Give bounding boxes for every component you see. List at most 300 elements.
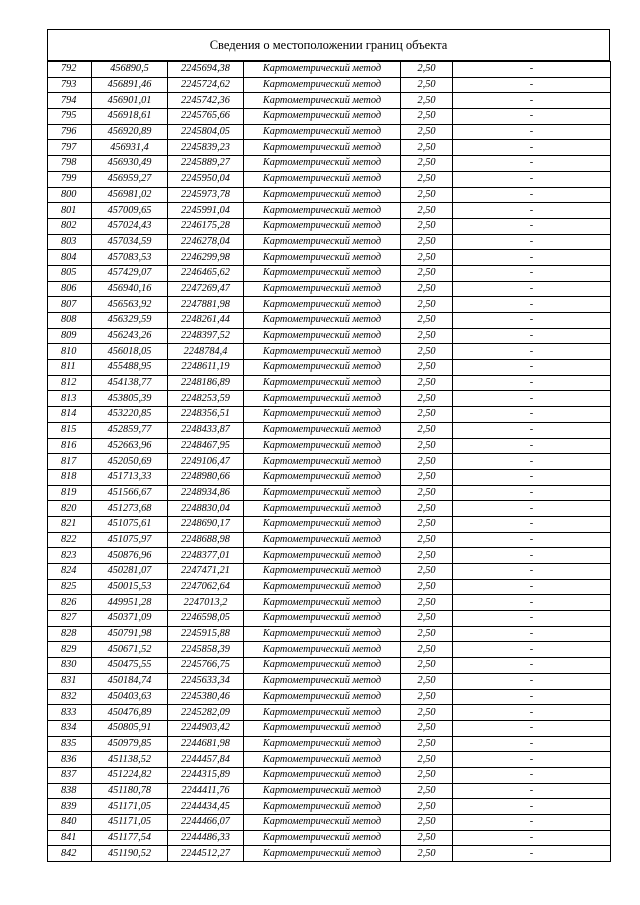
accuracy-cell: 2,50 [401, 281, 453, 297]
y-coordinate-cell: 2245766,75 [168, 658, 244, 674]
x-coordinate-cell: 452859,77 [92, 422, 168, 438]
accuracy-cell: 2,50 [401, 736, 453, 752]
point-number-cell: 809 [48, 328, 92, 344]
table-row [48, 187, 611, 203]
accuracy-cell: 2,50 [401, 109, 453, 125]
x-coordinate-cell: 457024,43 [92, 218, 168, 234]
description-cell: - [453, 642, 611, 658]
point-number-cell: 799 [48, 171, 92, 187]
point-number-cell: 835 [48, 736, 92, 752]
method-cell: Картометрический метод [244, 532, 401, 548]
page-title: Сведения о местоположении границ объекта [47, 29, 610, 61]
accuracy-cell: 2,50 [401, 626, 453, 642]
y-coordinate-cell: 2248934,86 [168, 485, 244, 501]
table-row [48, 93, 611, 109]
description-cell: - [453, 313, 611, 329]
y-coordinate-cell: 2244512,27 [168, 846, 244, 862]
y-coordinate-cell: 2244315,89 [168, 767, 244, 783]
point-number-cell: 830 [48, 658, 92, 674]
accuracy-cell: 2,50 [401, 438, 453, 454]
accuracy-cell: 2,50 [401, 799, 453, 815]
point-number-cell: 826 [48, 595, 92, 611]
x-coordinate-cell: 449951,28 [92, 595, 168, 611]
description-cell: - [453, 218, 611, 234]
method-cell: Картометрический метод [244, 611, 401, 627]
method-cell: Картометрический метод [244, 469, 401, 485]
x-coordinate-cell: 451224,82 [92, 767, 168, 783]
description-cell: - [453, 815, 611, 831]
accuracy-cell: 2,50 [401, 62, 453, 78]
point-number-cell: 828 [48, 626, 92, 642]
method-cell: Картометрический метод [244, 736, 401, 752]
accuracy-cell: 2,50 [401, 360, 453, 376]
x-coordinate-cell: 450791,98 [92, 626, 168, 642]
x-coordinate-cell: 451190,52 [92, 846, 168, 862]
point-number-cell: 841 [48, 830, 92, 846]
point-number-cell: 814 [48, 407, 92, 423]
description-cell: - [453, 234, 611, 250]
table-row [48, 548, 611, 564]
description-cell: - [453, 485, 611, 501]
table-row [48, 218, 611, 234]
table-row [48, 720, 611, 736]
method-cell: Картометрический метод [244, 344, 401, 360]
y-coordinate-cell: 2249106,47 [168, 454, 244, 470]
description-cell: - [453, 203, 611, 219]
accuracy-cell: 2,50 [401, 720, 453, 736]
y-coordinate-cell: 2248377,01 [168, 548, 244, 564]
table-row [48, 705, 611, 721]
point-number-cell: 801 [48, 203, 92, 219]
method-cell: Картометрический метод [244, 673, 401, 689]
y-coordinate-cell: 2245915,88 [168, 626, 244, 642]
x-coordinate-cell: 456901,01 [92, 93, 168, 109]
point-number-cell: 816 [48, 438, 92, 454]
table-row [48, 250, 611, 266]
x-coordinate-cell: 451171,05 [92, 815, 168, 831]
x-coordinate-cell: 450403,63 [92, 689, 168, 705]
table-row [48, 454, 611, 470]
method-cell: Картометрический метод [244, 93, 401, 109]
point-number-cell: 795 [48, 109, 92, 125]
accuracy-cell: 2,50 [401, 767, 453, 783]
table-row [48, 360, 611, 376]
table-row [48, 375, 611, 391]
x-coordinate-cell: 456920,89 [92, 124, 168, 140]
table-row [48, 407, 611, 423]
description-cell: - [453, 187, 611, 203]
accuracy-cell: 2,50 [401, 313, 453, 329]
method-cell: Картометрический метод [244, 720, 401, 736]
method-cell: Картометрический метод [244, 658, 401, 674]
table-row [48, 344, 611, 360]
table-row [48, 281, 611, 297]
point-number-cell: 823 [48, 548, 92, 564]
x-coordinate-cell: 450371,09 [92, 611, 168, 627]
description-cell: - [453, 407, 611, 423]
accuracy-cell: 2,50 [401, 579, 453, 595]
y-coordinate-cell: 2244903,42 [168, 720, 244, 736]
point-number-cell: 810 [48, 344, 92, 360]
accuracy-cell: 2,50 [401, 469, 453, 485]
accuracy-cell: 2,50 [401, 171, 453, 187]
table-row [48, 658, 611, 674]
x-coordinate-cell: 456959,27 [92, 171, 168, 187]
x-coordinate-cell: 457083,53 [92, 250, 168, 266]
x-coordinate-cell: 451177,54 [92, 830, 168, 846]
table-row [48, 642, 611, 658]
table-row [48, 579, 611, 595]
x-coordinate-cell: 451713,33 [92, 469, 168, 485]
accuracy-cell: 2,50 [401, 391, 453, 407]
description-cell: - [453, 454, 611, 470]
y-coordinate-cell: 2245973,78 [168, 187, 244, 203]
point-number-cell: 806 [48, 281, 92, 297]
y-coordinate-cell: 2245950,04 [168, 171, 244, 187]
y-coordinate-cell: 2245694,38 [168, 62, 244, 78]
x-coordinate-cell: 456329,59 [92, 313, 168, 329]
method-cell: Картометрический метод [244, 579, 401, 595]
y-coordinate-cell: 2248830,04 [168, 501, 244, 517]
x-coordinate-cell: 451180,78 [92, 783, 168, 799]
method-cell: Картометрический метод [244, 234, 401, 250]
y-coordinate-cell: 2245742,36 [168, 93, 244, 109]
y-coordinate-cell: 2245858,39 [168, 642, 244, 658]
method-cell: Картометрический метод [244, 77, 401, 93]
method-cell: Картометрический метод [244, 218, 401, 234]
description-cell: - [453, 171, 611, 187]
point-number-cell: 804 [48, 250, 92, 266]
point-number-cell: 834 [48, 720, 92, 736]
point-number-cell: 837 [48, 767, 92, 783]
point-number-cell: 802 [48, 218, 92, 234]
method-cell: Картометрический метод [244, 328, 401, 344]
x-coordinate-cell: 456918,61 [92, 109, 168, 125]
point-number-cell: 836 [48, 752, 92, 768]
point-number-cell: 824 [48, 564, 92, 580]
description-cell: - [453, 281, 611, 297]
description-cell: - [453, 265, 611, 281]
y-coordinate-cell: 2244466,07 [168, 815, 244, 831]
description-cell: - [453, 673, 611, 689]
method-cell: Картометрический метод [244, 501, 401, 517]
description-cell: - [453, 752, 611, 768]
method-cell: Картометрический метод [244, 438, 401, 454]
x-coordinate-cell: 451075,97 [92, 532, 168, 548]
method-cell: Картометрический метод [244, 830, 401, 846]
table-row [48, 328, 611, 344]
accuracy-cell: 2,50 [401, 846, 453, 862]
method-cell: Картометрический метод [244, 783, 401, 799]
y-coordinate-cell: 2248397,52 [168, 328, 244, 344]
accuracy-cell: 2,50 [401, 328, 453, 344]
description-cell: - [453, 250, 611, 266]
description-cell: - [453, 626, 611, 642]
accuracy-cell: 2,50 [401, 658, 453, 674]
y-coordinate-cell: 2246299,98 [168, 250, 244, 266]
accuracy-cell: 2,50 [401, 156, 453, 172]
accuracy-cell: 2,50 [401, 815, 453, 831]
description-cell: - [453, 579, 611, 595]
point-number-cell: 794 [48, 93, 92, 109]
point-number-cell: 792 [48, 62, 92, 78]
method-cell: Картометрический метод [244, 203, 401, 219]
description-cell: - [453, 422, 611, 438]
accuracy-cell: 2,50 [401, 501, 453, 517]
x-coordinate-cell: 456931,4 [92, 140, 168, 156]
x-coordinate-cell: 456930,49 [92, 156, 168, 172]
x-coordinate-cell: 451075,61 [92, 516, 168, 532]
y-coordinate-cell: 2247269,47 [168, 281, 244, 297]
table-row [48, 62, 611, 78]
y-coordinate-cell: 2248261,44 [168, 313, 244, 329]
method-cell: Картометрический метод [244, 281, 401, 297]
accuracy-cell: 2,50 [401, 250, 453, 266]
x-coordinate-cell: 455488,95 [92, 360, 168, 376]
description-cell: - [453, 564, 611, 580]
x-coordinate-cell: 450671,52 [92, 642, 168, 658]
method-cell: Картометрический метод [244, 297, 401, 313]
table-row [48, 501, 611, 517]
description-cell: - [453, 532, 611, 548]
point-number-cell: 840 [48, 815, 92, 831]
x-coordinate-cell: 450805,91 [92, 720, 168, 736]
point-number-cell: 833 [48, 705, 92, 721]
point-number-cell: 798 [48, 156, 92, 172]
table-row [48, 234, 611, 250]
x-coordinate-cell: 452663,96 [92, 438, 168, 454]
x-coordinate-cell: 456890,5 [92, 62, 168, 78]
description-cell: - [453, 62, 611, 78]
accuracy-cell: 2,50 [401, 454, 453, 470]
table-row [48, 391, 611, 407]
accuracy-cell: 2,50 [401, 407, 453, 423]
description-cell: - [453, 705, 611, 721]
point-number-cell: 813 [48, 391, 92, 407]
y-coordinate-cell: 2244681,98 [168, 736, 244, 752]
y-coordinate-cell: 2245282,09 [168, 705, 244, 721]
y-coordinate-cell: 2248980,66 [168, 469, 244, 485]
point-number-cell: 808 [48, 313, 92, 329]
method-cell: Картометрический метод [244, 564, 401, 580]
table-row [48, 77, 611, 93]
y-coordinate-cell: 2245839,23 [168, 140, 244, 156]
accuracy-cell: 2,50 [401, 532, 453, 548]
table-row [48, 140, 611, 156]
accuracy-cell: 2,50 [401, 187, 453, 203]
accuracy-cell: 2,50 [401, 830, 453, 846]
point-number-cell: 796 [48, 124, 92, 140]
accuracy-cell: 2,50 [401, 705, 453, 721]
method-cell: Картометрический метод [244, 485, 401, 501]
method-cell: Картометрический метод [244, 187, 401, 203]
x-coordinate-cell: 450876,96 [92, 548, 168, 564]
table-row [48, 783, 611, 799]
x-coordinate-cell: 451138,52 [92, 752, 168, 768]
point-number-cell: 803 [48, 234, 92, 250]
boundary-points-table [47, 61, 611, 862]
method-cell: Картометрический метод [244, 250, 401, 266]
table-row [48, 846, 611, 862]
description-cell: - [453, 611, 611, 627]
table-row [48, 469, 611, 485]
method-cell: Картометрический метод [244, 171, 401, 187]
accuracy-cell: 2,50 [401, 93, 453, 109]
description-cell: - [453, 438, 611, 454]
description-cell: - [453, 344, 611, 360]
description-cell: - [453, 736, 611, 752]
table-row [48, 815, 611, 831]
y-coordinate-cell: 2248356,51 [168, 407, 244, 423]
description-cell: - [453, 109, 611, 125]
x-coordinate-cell: 450475,55 [92, 658, 168, 674]
accuracy-cell: 2,50 [401, 124, 453, 140]
method-cell: Картометрический метод [244, 752, 401, 768]
x-coordinate-cell: 456940,16 [92, 281, 168, 297]
x-coordinate-cell: 450476,89 [92, 705, 168, 721]
y-coordinate-cell: 2245804,05 [168, 124, 244, 140]
accuracy-cell: 2,50 [401, 375, 453, 391]
table-row [48, 673, 611, 689]
y-coordinate-cell: 2247062,64 [168, 579, 244, 595]
y-coordinate-cell: 2246278,04 [168, 234, 244, 250]
method-cell: Картометрический метод [244, 156, 401, 172]
point-number-cell: 838 [48, 783, 92, 799]
y-coordinate-cell: 2248186,89 [168, 375, 244, 391]
x-coordinate-cell: 456018,05 [92, 344, 168, 360]
table-row [48, 736, 611, 752]
point-number-cell: 831 [48, 673, 92, 689]
x-coordinate-cell: 452050,69 [92, 454, 168, 470]
method-cell: Картометрический метод [244, 62, 401, 78]
description-cell: - [453, 720, 611, 736]
x-coordinate-cell: 453805,39 [92, 391, 168, 407]
point-number-cell: 825 [48, 579, 92, 595]
y-coordinate-cell: 2244434,45 [168, 799, 244, 815]
table-row [48, 626, 611, 642]
description-cell: - [453, 767, 611, 783]
method-cell: Картометрический метод [244, 313, 401, 329]
y-coordinate-cell: 2248690,17 [168, 516, 244, 532]
y-coordinate-cell: 2244457,84 [168, 752, 244, 768]
description-cell: - [453, 140, 611, 156]
y-coordinate-cell: 2248467,95 [168, 438, 244, 454]
table-row [48, 297, 611, 313]
point-number-cell: 821 [48, 516, 92, 532]
method-cell: Картометрический метод [244, 407, 401, 423]
description-cell: - [453, 830, 611, 846]
method-cell: Картометрический метод [244, 375, 401, 391]
point-number-cell: 839 [48, 799, 92, 815]
table-row [48, 516, 611, 532]
x-coordinate-cell: 457009,65 [92, 203, 168, 219]
table-row [48, 265, 611, 281]
y-coordinate-cell: 2245724,62 [168, 77, 244, 93]
point-number-cell: 793 [48, 77, 92, 93]
x-coordinate-cell: 454138,77 [92, 375, 168, 391]
accuracy-cell: 2,50 [401, 234, 453, 250]
table-row [48, 752, 611, 768]
method-cell: Картометрический метод [244, 265, 401, 281]
table-row [48, 799, 611, 815]
point-number-cell: 811 [48, 360, 92, 376]
accuracy-cell: 2,50 [401, 485, 453, 501]
y-coordinate-cell: 2245991,04 [168, 203, 244, 219]
x-coordinate-cell: 451171,05 [92, 799, 168, 815]
point-number-cell: 817 [48, 454, 92, 470]
x-coordinate-cell: 451273,68 [92, 501, 168, 517]
x-coordinate-cell: 450184,74 [92, 673, 168, 689]
description-cell: - [453, 77, 611, 93]
accuracy-cell: 2,50 [401, 783, 453, 799]
y-coordinate-cell: 2244411,76 [168, 783, 244, 799]
description-cell: - [453, 469, 611, 485]
accuracy-cell: 2,50 [401, 611, 453, 627]
accuracy-cell: 2,50 [401, 752, 453, 768]
point-number-cell: 822 [48, 532, 92, 548]
table-row [48, 767, 611, 783]
x-coordinate-cell: 456243,26 [92, 328, 168, 344]
accuracy-cell: 2,50 [401, 595, 453, 611]
description-cell: - [453, 297, 611, 313]
y-coordinate-cell: 2248433,87 [168, 422, 244, 438]
table-row [48, 689, 611, 705]
accuracy-cell: 2,50 [401, 422, 453, 438]
table-row [48, 485, 611, 501]
method-cell: Картометрический метод [244, 689, 401, 705]
accuracy-cell: 2,50 [401, 77, 453, 93]
accuracy-cell: 2,50 [401, 265, 453, 281]
description-cell: - [453, 328, 611, 344]
method-cell: Картометрический метод [244, 642, 401, 658]
method-cell: Картометрический метод [244, 815, 401, 831]
table-row [48, 124, 611, 140]
description-cell: - [453, 391, 611, 407]
accuracy-cell: 2,50 [401, 642, 453, 658]
table-row [48, 109, 611, 125]
description-cell: - [453, 124, 611, 140]
method-cell: Картометрический метод [244, 846, 401, 862]
description-cell: - [453, 501, 611, 517]
accuracy-cell: 2,50 [401, 516, 453, 532]
method-cell: Картометрический метод [244, 626, 401, 642]
accuracy-cell: 2,50 [401, 673, 453, 689]
table-row [48, 422, 611, 438]
accuracy-cell: 2,50 [401, 689, 453, 705]
y-coordinate-cell: 2246598,05 [168, 611, 244, 627]
method-cell: Картометрический метод [244, 422, 401, 438]
x-coordinate-cell: 450979,85 [92, 736, 168, 752]
table-row [48, 203, 611, 219]
y-coordinate-cell: 2245633,34 [168, 673, 244, 689]
y-coordinate-cell: 2245889,27 [168, 156, 244, 172]
point-number-cell: 815 [48, 422, 92, 438]
method-cell: Картометрический метод [244, 595, 401, 611]
description-cell: - [453, 595, 611, 611]
x-coordinate-cell: 456891,46 [92, 77, 168, 93]
point-number-cell: 827 [48, 611, 92, 627]
y-coordinate-cell: 2248253,59 [168, 391, 244, 407]
description-cell: - [453, 799, 611, 815]
table-row [48, 564, 611, 580]
y-coordinate-cell: 2248784,4 [168, 344, 244, 360]
method-cell: Картометрический метод [244, 391, 401, 407]
description-cell: - [453, 156, 611, 172]
x-coordinate-cell: 457429,07 [92, 265, 168, 281]
table-row [48, 156, 611, 172]
description-cell: - [453, 375, 611, 391]
y-coordinate-cell: 2244486,33 [168, 830, 244, 846]
